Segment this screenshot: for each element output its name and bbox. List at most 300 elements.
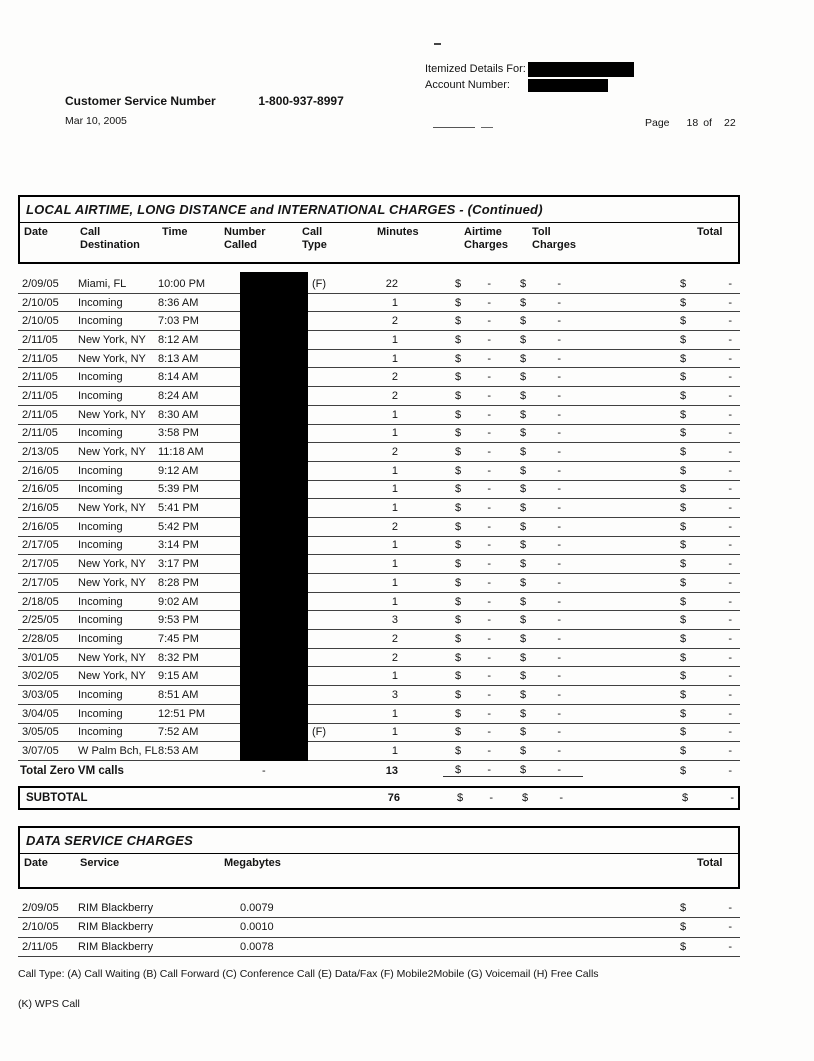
- total-charge: [673, 614, 740, 626]
- call-destination: Incoming: [78, 707, 123, 720]
- total-charge: [673, 577, 740, 589]
- currency-symbol: $: [680, 614, 687, 627]
- amount: -: [487, 651, 491, 664]
- amount: -: [487, 558, 491, 571]
- service-total-charge: [673, 921, 740, 933]
- amount: -: [728, 427, 732, 440]
- amount: -: [728, 464, 732, 477]
- amount: -: [559, 791, 563, 804]
- call-type-legend: Call Type: (A) Call Waiting (B) Call Forward (C) Conference Call (E) Data/Fax (F) Mobile2Mobile (G) Voicemail (H) Free Calls: [18, 968, 599, 980]
- call-minutes: 2: [391, 315, 398, 328]
- total-charge: [673, 465, 740, 477]
- amount: -: [557, 520, 561, 533]
- total-charge: [673, 427, 740, 439]
- call-time: 3:58 PM: [158, 427, 199, 440]
- total-charge: [673, 297, 740, 309]
- service-date: 2/09/05: [22, 902, 59, 915]
- airtime-charge: [443, 539, 511, 551]
- currency-symbol: $: [520, 352, 527, 365]
- currency-symbol: $: [680, 408, 687, 421]
- amount: -: [557, 483, 561, 496]
- call-destination: Incoming: [78, 595, 123, 608]
- currency-symbol: $: [520, 315, 527, 328]
- customer-service-label: Customer Service Number: [65, 94, 216, 108]
- call-time: 8:36 AM: [158, 296, 199, 309]
- currency-symbol: $: [680, 427, 687, 440]
- call-minutes: 2: [391, 632, 398, 645]
- amount: -: [728, 940, 732, 953]
- total-charge: [673, 652, 740, 664]
- currency-symbol: $: [520, 520, 527, 533]
- call-row: [18, 481, 740, 500]
- call-minutes: 2: [391, 446, 398, 459]
- currency-symbol: $: [680, 464, 687, 477]
- amount: -: [557, 464, 561, 477]
- amount: -: [557, 558, 561, 571]
- currency-symbol: $: [520, 595, 527, 608]
- airtime-charge: [443, 614, 511, 626]
- call-destination: Incoming: [78, 614, 123, 627]
- airtime-charge: [443, 708, 511, 720]
- currency-symbol: $: [520, 632, 527, 645]
- currency-symbol: $: [680, 632, 687, 645]
- total-charge: [673, 670, 740, 682]
- amount: -: [557, 446, 561, 459]
- total-zero-vm-row: [18, 761, 740, 781]
- amount: -: [728, 333, 732, 346]
- amount: -: [728, 389, 732, 402]
- number-called-dash: -: [262, 764, 266, 777]
- currency-symbol: $: [520, 446, 527, 459]
- airtime-table-head-box: [18, 195, 740, 264]
- scan-artifact-dash: [434, 43, 441, 45]
- call-time: 5:42 PM: [158, 520, 199, 533]
- call-destination: Incoming: [78, 389, 123, 402]
- amount: -: [728, 352, 732, 365]
- call-row: [18, 537, 740, 556]
- currency-symbol: $: [520, 726, 527, 739]
- amount: -: [487, 296, 491, 309]
- call-date: 2/11/05: [22, 389, 58, 402]
- service-megabytes: 0.0078: [240, 940, 274, 953]
- currency-symbol: $: [680, 651, 687, 664]
- call-minutes: 1: [391, 296, 398, 309]
- amount: -: [728, 408, 732, 421]
- amount: -: [487, 688, 491, 701]
- call-row: [18, 518, 740, 537]
- currency-symbol: $: [680, 333, 687, 346]
- currency-symbol: $: [455, 408, 462, 421]
- airtime-charge: [443, 371, 511, 383]
- subtotal-label: SUBTOTAL: [26, 791, 88, 804]
- call-date: 2/11/05: [22, 352, 58, 365]
- total-zero-vm-label: Total Zero VM calls: [20, 764, 124, 777]
- call-time: 7:52 AM: [158, 726, 199, 739]
- call-time: 8:30 AM: [158, 408, 199, 421]
- call-time: 8:53 AM: [158, 745, 199, 758]
- call-date: 3/03/05: [22, 688, 59, 701]
- amount: -: [557, 277, 561, 290]
- amount: -: [487, 632, 491, 645]
- call-destination: Incoming: [78, 371, 123, 384]
- airtime-charge: [443, 315, 511, 327]
- currency-symbol: $: [520, 333, 527, 346]
- service-total-charge: [673, 902, 740, 914]
- currency-symbol: $: [680, 352, 687, 365]
- total-total-charge: [673, 765, 740, 777]
- call-row: [18, 630, 740, 649]
- amount: -: [728, 277, 732, 290]
- amount: -: [728, 483, 732, 496]
- call-minutes: 1: [391, 539, 398, 552]
- call-minutes: 2: [391, 520, 398, 533]
- call-row: [18, 331, 740, 350]
- call-date: 2/16/05: [22, 483, 59, 496]
- currency-symbol: $: [455, 315, 462, 328]
- total-airtime-charge: [443, 764, 511, 777]
- call-time: 10:00 PM: [158, 277, 206, 290]
- airtime-rows: [18, 264, 740, 761]
- currency-symbol: $: [680, 745, 687, 758]
- call-date: 2/28/05: [22, 632, 59, 645]
- amount: -: [728, 902, 732, 915]
- call-row: [18, 499, 740, 518]
- call-destination: New York, NY: [78, 670, 146, 683]
- currency-symbol: $: [455, 558, 462, 571]
- airtime-charge: [443, 446, 511, 458]
- amount: -: [728, 726, 732, 739]
- call-time: 3:17 PM: [158, 558, 199, 571]
- amount: -: [487, 502, 491, 515]
- data-service-row: [18, 938, 740, 957]
- data-service-charges-table: [18, 826, 740, 957]
- currency-symbol: $: [680, 558, 687, 571]
- currency-symbol: $: [520, 764, 527, 777]
- airtime-charge: [443, 483, 511, 495]
- call-destination: Incoming: [78, 539, 123, 552]
- call-date: 2/17/05: [22, 558, 59, 571]
- currency-symbol: $: [680, 921, 687, 934]
- amount: -: [728, 651, 732, 664]
- call-time: 7:45 PM: [158, 632, 199, 645]
- total-charge: [673, 745, 740, 757]
- call-destination: Incoming: [78, 688, 123, 701]
- airtime-charge: [443, 596, 511, 608]
- call-destination: Incoming: [78, 464, 123, 477]
- currency-symbol: $: [520, 371, 527, 384]
- call-time: 9:15 AM: [158, 670, 199, 683]
- service-name: RIM Blackberry: [78, 940, 154, 953]
- col-header-service: Service: [80, 857, 120, 869]
- amount: -: [487, 595, 491, 608]
- total-charge: [673, 483, 740, 495]
- currency-symbol: $: [455, 371, 462, 384]
- call-row: [18, 462, 740, 481]
- airtime-charge: [443, 390, 511, 402]
- currency-symbol: $: [520, 464, 527, 477]
- call-time: 8:13 AM: [158, 352, 199, 365]
- toll-charge: [511, 409, 583, 421]
- data-table-title: DATA SERVICE CHARGES: [20, 828, 738, 854]
- call-date: 3/02/05: [22, 670, 59, 683]
- currency-symbol: $: [455, 427, 462, 440]
- call-row: [18, 611, 740, 630]
- toll-charge: [511, 633, 583, 645]
- itemized-details-block: [425, 61, 634, 93]
- call-date: 2/18/05: [22, 595, 59, 608]
- amount: -: [487, 726, 491, 739]
- call-date: 3/04/05: [22, 707, 59, 720]
- service-date: 2/10/05: [22, 921, 59, 934]
- currency-symbol: $: [520, 688, 527, 701]
- call-row: [18, 667, 740, 686]
- amount: -: [487, 483, 491, 496]
- col-header-date: Date: [24, 857, 48, 869]
- currency-symbol: $: [520, 745, 527, 758]
- service-name: RIM Blackberry: [78, 902, 154, 915]
- toll-charge: [511, 670, 583, 682]
- call-minutes: 3: [391, 688, 398, 701]
- amount: -: [557, 352, 561, 365]
- call-destination: Incoming: [78, 520, 123, 533]
- currency-symbol: $: [455, 277, 462, 290]
- currency-symbol: $: [455, 670, 462, 683]
- currency-symbol: $: [680, 371, 687, 384]
- currency-symbol: $: [520, 707, 527, 720]
- service-megabytes: 0.0010: [240, 921, 274, 934]
- call-minutes: 1: [391, 726, 398, 739]
- amount: -: [557, 427, 561, 440]
- call-destination: New York, NY: [78, 352, 146, 365]
- currency-symbol: $: [520, 296, 527, 309]
- col-header-total: Total: [697, 857, 723, 869]
- amount: -: [487, 576, 491, 589]
- currency-symbol: $: [455, 745, 462, 758]
- airtime-charge: [443, 502, 511, 514]
- amount: -: [728, 446, 732, 459]
- amount: -: [557, 745, 561, 758]
- total-charge: [673, 278, 740, 290]
- call-destination: New York, NY: [78, 333, 146, 346]
- currency-symbol: $: [680, 539, 687, 552]
- call-minutes: 22: [385, 277, 398, 290]
- call-date: 2/11/05: [22, 371, 58, 384]
- bill-date: Mar 10, 2005: [65, 115, 127, 127]
- airtime-charge: [443, 409, 511, 421]
- amount: -: [487, 446, 491, 459]
- total-toll-charge: [511, 764, 583, 777]
- call-minutes: 1: [391, 408, 398, 421]
- airtime-charge: [443, 278, 511, 290]
- amount: -: [487, 315, 491, 328]
- subtotal-box: [18, 786, 740, 810]
- page-indicator: [645, 117, 736, 129]
- data-service-rows: [18, 889, 740, 957]
- call-row: [18, 350, 740, 369]
- airtime-charge: [443, 633, 511, 645]
- amount: -: [728, 614, 732, 627]
- call-time: 12:51 PM: [158, 707, 206, 720]
- amount: -: [487, 427, 491, 440]
- amount: -: [728, 315, 732, 328]
- currency-symbol: $: [455, 483, 462, 496]
- col-header-minutes: Minutes: [377, 226, 419, 238]
- amount: -: [489, 791, 493, 804]
- currency-symbol: $: [680, 315, 687, 328]
- call-time: 5:39 PM: [158, 483, 199, 496]
- subtotal-total-charge: [675, 792, 742, 804]
- currency-symbol: $: [680, 670, 687, 683]
- amount: -: [487, 464, 491, 477]
- call-destination: W Palm Bch, FL: [78, 745, 158, 758]
- wps-call-note: (K) WPS Call: [18, 998, 80, 1010]
- total-charge: [673, 596, 740, 608]
- currency-symbol: $: [680, 688, 687, 701]
- call-destination: New York, NY: [78, 651, 146, 664]
- toll-charge: [511, 708, 583, 720]
- amount: -: [728, 576, 732, 589]
- call-row: [18, 275, 740, 294]
- service-name: RIM Blackberry: [78, 921, 154, 934]
- amount: -: [557, 389, 561, 402]
- amount: -: [487, 745, 491, 758]
- page-number: 18: [686, 117, 699, 129]
- call-date: 3/01/05: [22, 651, 59, 664]
- amount: -: [557, 371, 561, 384]
- airtime-table-title: LOCAL AIRTIME, LONG DISTANCE and INTERNATIONAL CHARGES - (Continued): [20, 197, 738, 223]
- account-number-label: Account Number:: [425, 79, 510, 91]
- currency-symbol: $: [680, 764, 687, 777]
- currency-symbol: $: [680, 902, 687, 915]
- call-row: [18, 368, 740, 387]
- call-time: 11:18 AM: [158, 446, 204, 459]
- call-date: 2/17/05: [22, 539, 59, 552]
- currency-symbol: $: [680, 446, 687, 459]
- currency-symbol: $: [680, 595, 687, 608]
- airtime-charge: [443, 670, 511, 682]
- data-table-head-box: [18, 826, 740, 889]
- currency-symbol: $: [682, 791, 689, 804]
- redacted-account-number: [528, 79, 608, 92]
- amount: -: [728, 688, 732, 701]
- total-charge: [673, 633, 740, 645]
- toll-charge: [511, 577, 583, 589]
- currency-symbol: $: [680, 296, 687, 309]
- amount: -: [557, 707, 561, 720]
- call-minutes: 1: [391, 483, 398, 496]
- currency-symbol: $: [680, 483, 687, 496]
- airtime-charge: [443, 558, 511, 570]
- call-minutes: 1: [391, 670, 398, 683]
- call-destination: Incoming: [78, 726, 123, 739]
- airtime-charge: [443, 353, 511, 365]
- call-row: [18, 724, 740, 743]
- toll-charge: [511, 745, 583, 757]
- currency-symbol: $: [520, 614, 527, 627]
- scan-artifact-line: [433, 127, 475, 128]
- call-row: [18, 742, 740, 761]
- call-date: 2/25/05: [22, 614, 59, 627]
- call-minutes: 1: [391, 333, 398, 346]
- currency-symbol: $: [455, 296, 462, 309]
- call-minutes: 1: [391, 595, 398, 608]
- amount: -: [557, 315, 561, 328]
- airtime-charge: [443, 577, 511, 589]
- call-row: [18, 387, 740, 406]
- currency-symbol: $: [520, 408, 527, 421]
- currency-symbol: $: [455, 539, 462, 552]
- total-charge: [673, 390, 740, 402]
- call-date: 3/05/05: [22, 726, 59, 739]
- itemized-details-row: [425, 61, 634, 77]
- call-date: 2/11/05: [22, 408, 58, 421]
- call-row: [18, 555, 740, 574]
- col-header-call-type: Call Type: [302, 226, 327, 251]
- airtime-charge: [443, 465, 511, 477]
- amount: -: [487, 333, 491, 346]
- call-destination: Incoming: [78, 483, 123, 496]
- currency-symbol: $: [680, 277, 687, 290]
- amount: -: [487, 352, 491, 365]
- service-megabytes: 0.0079: [240, 902, 274, 915]
- airtime-charges-table: [18, 195, 740, 810]
- amount: -: [487, 707, 491, 720]
- amount: -: [487, 520, 491, 533]
- call-minutes: 2: [391, 389, 398, 402]
- call-date: 2/10/05: [22, 296, 59, 309]
- currency-symbol: $: [520, 427, 527, 440]
- total-charge: [673, 558, 740, 570]
- service-date: 2/11/05: [22, 940, 58, 953]
- itemized-details-label: Itemized Details For:: [425, 63, 526, 75]
- call-time: 5:41 PM: [158, 502, 199, 515]
- col-header-time: Time: [162, 226, 188, 238]
- amount: -: [557, 764, 561, 777]
- currency-symbol: $: [455, 520, 462, 533]
- currency-symbol: $: [455, 764, 462, 777]
- col-header-airtime-charges: Airtime Charges: [464, 226, 509, 251]
- amount: -: [557, 670, 561, 683]
- call-time: 9:12 AM: [158, 464, 199, 477]
- amount: -: [487, 670, 491, 683]
- currency-symbol: $: [520, 539, 527, 552]
- currency-symbol: $: [455, 614, 462, 627]
- call-minutes: 1: [391, 745, 398, 758]
- amount: -: [487, 614, 491, 627]
- subtotal-toll-charge: [513, 792, 585, 804]
- call-row: [18, 443, 740, 462]
- total-charge: [673, 371, 740, 383]
- airtime-charge: [443, 689, 511, 701]
- col-header-number-called: Number Called: [224, 226, 266, 251]
- currency-symbol: $: [680, 726, 687, 739]
- amount: -: [728, 670, 732, 683]
- total-charge: [673, 353, 740, 365]
- currency-symbol: $: [680, 576, 687, 589]
- col-header-date: Date: [24, 226, 48, 238]
- call-minutes: 2: [391, 371, 398, 384]
- page-label: Page: [645, 117, 670, 129]
- amount: -: [557, 614, 561, 627]
- airtime-charge: [443, 726, 511, 738]
- col-header-call-destination: Call Destination: [80, 226, 140, 251]
- currency-symbol: $: [680, 940, 687, 953]
- currency-symbol: $: [455, 446, 462, 459]
- currency-symbol: $: [455, 651, 462, 664]
- call-time: 8:32 PM: [158, 651, 199, 664]
- toll-charge: [511, 427, 583, 439]
- amount: -: [728, 595, 732, 608]
